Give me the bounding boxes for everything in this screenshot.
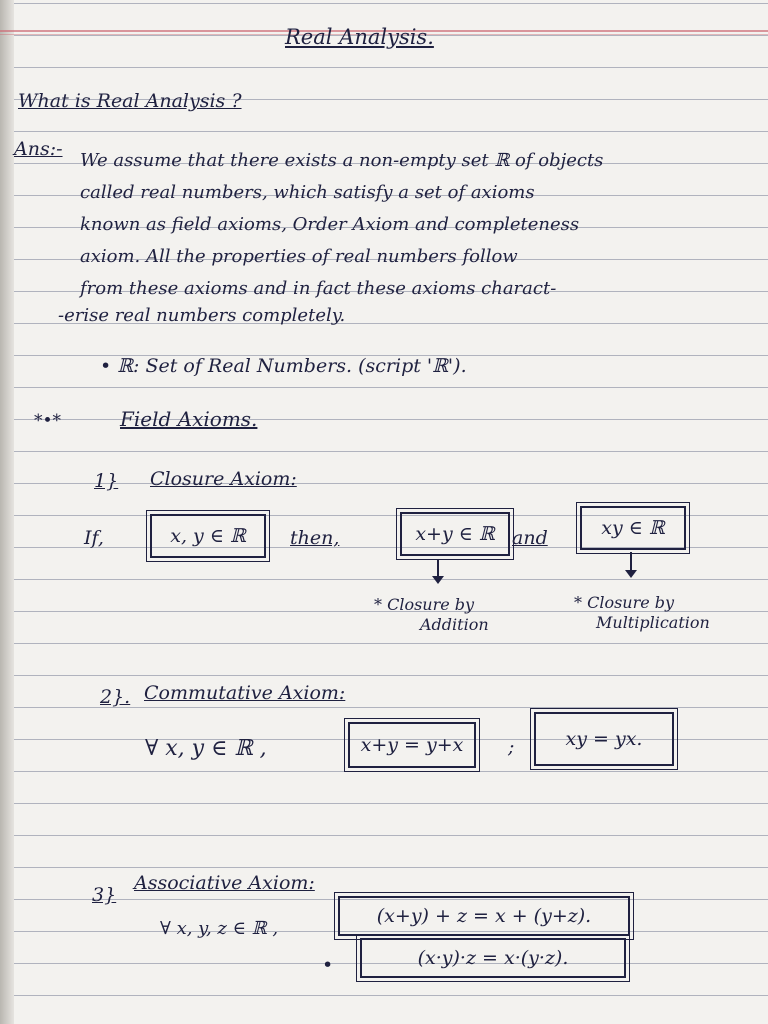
closure-note-addition-line1: * Closure by <box>374 595 475 614</box>
closure-note-addition-line2: Addition <box>420 615 489 634</box>
closure-box-product: xy ∈ ℝ <box>580 506 686 550</box>
commutative-separator: ; <box>508 736 515 758</box>
associative-bullet: • <box>322 954 334 976</box>
associative-box-addition: (x+y) + z = x + (y+z). <box>338 896 630 936</box>
closure-note-multiplication-line1: * Closure by <box>574 593 675 612</box>
closure-number: 1} <box>94 470 119 492</box>
associative-forall: ∀ x, y, z ∈ ℝ , <box>160 918 279 939</box>
commutative-box-multiplication: xy = yx. <box>534 712 674 766</box>
answer-line-2: called real numbers, which satisfy a set of axioms <box>80 182 535 203</box>
commutative-heading: Commutative Axiom: <box>144 682 346 704</box>
closure-box-membership: x, y ∈ ℝ <box>150 514 266 558</box>
answer-line-1: We assume that there exists a non-empty set ℝ of objects <box>80 150 604 171</box>
commutative-box-addition: x+y = y+x <box>348 722 476 768</box>
closure-arrow-multiplication <box>630 552 632 576</box>
closure-if: If, <box>84 527 104 549</box>
closure-and: and <box>512 527 548 549</box>
closure-box-sum: x+y ∈ ℝ <box>400 512 510 556</box>
associative-number: 3} <box>92 884 117 906</box>
answer-line-6: -erise real numbers completely. <box>58 305 346 326</box>
closure-note-multiplication-line2: Multiplication <box>596 613 710 632</box>
answer-label: Ans:- <box>14 138 63 160</box>
field-axioms-title: Field Axioms. <box>120 407 258 431</box>
real-numbers-bullet: • ℝ: Set of Real Numbers. (script 'ℝ'). <box>100 355 467 377</box>
answer-line-5: from these axioms and in fact these axioms charact- <box>80 278 557 299</box>
closure-then: then, <box>290 527 340 549</box>
page-binding-edge <box>0 0 14 1024</box>
closure-heading: Closure Axiom: <box>150 468 297 490</box>
commutative-number: 2}. <box>100 686 131 708</box>
associative-heading: Associative Axiom: <box>134 872 315 894</box>
answer-line-4: axiom. All the properties of real numbers follow <box>80 246 518 267</box>
page-title: Real Analysis. <box>285 25 434 49</box>
associative-box-multiplication: (x·y)·z = x·(y·z). <box>360 938 626 978</box>
question-heading: What is Real Analysis ? <box>18 90 242 112</box>
field-axioms-marker: *•* <box>34 411 62 431</box>
commutative-forall: ∀ x, y ∈ ℝ , <box>145 736 267 761</box>
closure-arrow-addition <box>437 560 439 582</box>
answer-line-3: known as field axioms, Order Axiom and completeness <box>80 214 580 235</box>
